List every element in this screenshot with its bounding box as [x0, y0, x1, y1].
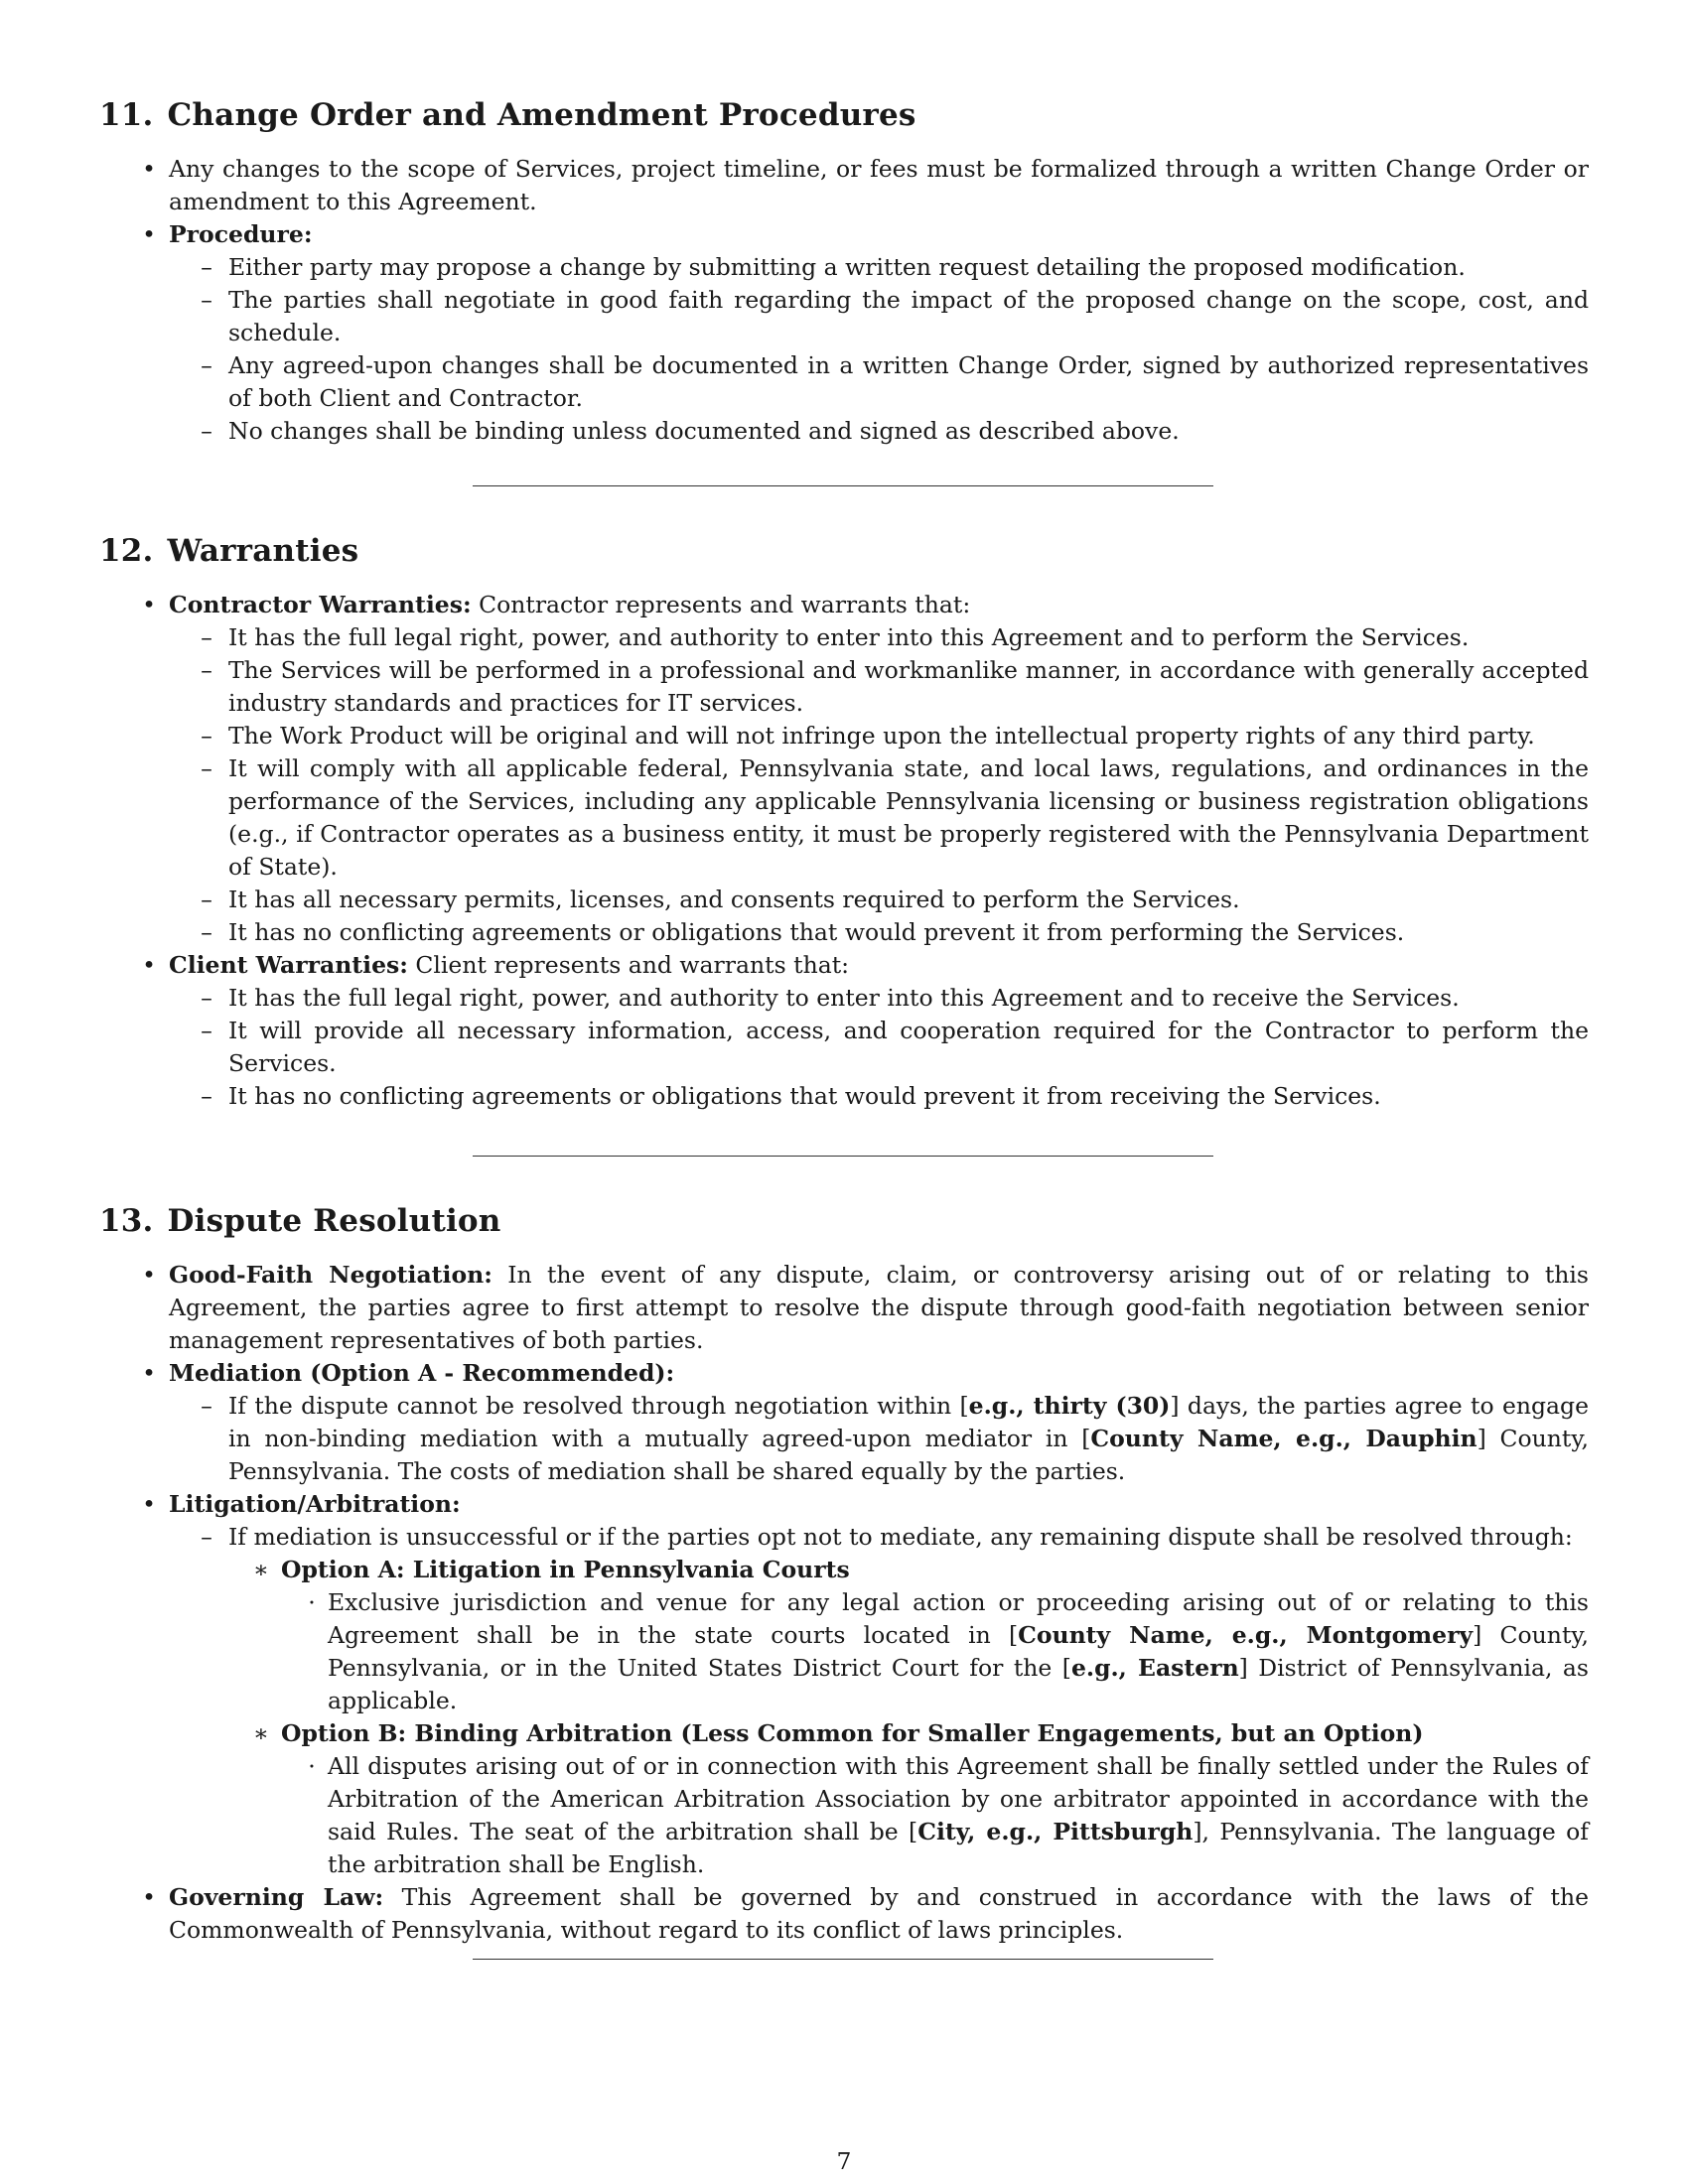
sub-list-item [201, 349, 1589, 415]
sub-item-text: The parties shall negotiate in good faith regarding the impact of the proposed change on the scope, cost, and schedule. [228, 286, 1589, 346]
section-dispute-resolution [99, 1201, 1589, 1947]
section-heading [99, 1201, 1589, 1241]
sub-item-text: Any agreed-upon changes shall be documented in a written Change Order, signed by authorized representatives of both Client and Contractor. [228, 351, 1589, 412]
bullet-icon: • [142, 155, 156, 183]
item-label: Contractor Warranties: [169, 591, 472, 618]
section-number: 11. [99, 97, 154, 133]
text-fragment: ] County, Pennsylvania. The costs of mediation shall be shared equally by the parties. [228, 1425, 1589, 1485]
section-warranties [99, 531, 1589, 1113]
sub-item-text: It will provide all necessary information, access, and cooperation required for the Contractor to perform the Services. [228, 1017, 1589, 1077]
section-title: Warranties [167, 533, 359, 569]
sub-list [201, 621, 1589, 949]
sub-list-item [201, 415, 1589, 448]
dash-icon: – [201, 623, 212, 651]
section-change-order [99, 95, 1589, 448]
dash-icon: – [201, 417, 212, 445]
bullet-icon: • [142, 220, 156, 248]
item-text: Any changes to the scope of Services, project timeline, or fees must be formalized through a written Change Order or amendment to this Agreement. [169, 155, 1589, 215]
item-label: Litigation/Arbitration: [169, 1490, 461, 1518]
item-label: Procedure: [169, 220, 313, 248]
option-detail-item [308, 1750, 1589, 1881]
section-title: Dispute Resolution [167, 1203, 501, 1239]
dash-icon: – [201, 656, 212, 684]
option-list [253, 1554, 1590, 1881]
option-detail-list [308, 1586, 1590, 1717]
option-detail-list [308, 1750, 1589, 1881]
bullet-icon: • [142, 1883, 156, 1911]
text-fragment: ] County, Pennsylvania, or in the United States District Court for the [ [328, 1621, 1590, 1682]
placeholder-text: e.g., thirty (30) [968, 1392, 1171, 1420]
item-label: Governing Law: [169, 1883, 384, 1911]
sub-list-item [201, 1080, 1589, 1113]
sub-list-item [201, 916, 1589, 949]
dash-icon: – [201, 918, 212, 946]
sub-item-text: It has the full legal right, power, and authority to enter into this Agreement and to perform the Services. [228, 623, 1470, 651]
sub-list-item [201, 251, 1589, 284]
dash-icon: – [201, 1523, 212, 1551]
bullet-list [142, 589, 1589, 1113]
dash-icon: – [201, 722, 212, 750]
dash-icon: – [201, 886, 212, 913]
text-fragment: All disputes arising out of or in connection with this Agreement shall be finally settled under the Rules of Arbitration of the American Arbitration Association by one arbitrator appointed in accordance with the said Rules. The seat of the arbitration shall be [ [328, 1752, 1589, 1845]
item-text: Contractor represents and warrants that: [479, 591, 971, 618]
sub-list-item [201, 1390, 1589, 1488]
sub-item-text: It has no conflicting agreements or obligations that would prevent it from receiving the Services. [228, 1082, 1381, 1110]
dash-icon: – [201, 1017, 212, 1044]
dot-icon: · [308, 1588, 316, 1616]
bullet-icon: • [142, 1359, 156, 1387]
text-fragment: Exclusive jurisdiction and venue for any legal action or proceeding arising out of or relating to this Agreement shall be in the state courts located in [ [328, 1588, 1589, 1649]
sub-list [201, 982, 1589, 1113]
dash-icon: – [201, 253, 212, 281]
sub-list [201, 251, 1589, 448]
text-fragment: If the dispute cannot be resolved through negotiation within [ [228, 1392, 969, 1420]
option-detail-item [308, 1586, 1590, 1717]
dash-icon: – [201, 754, 212, 782]
option-item [253, 1554, 1590, 1717]
option-item [253, 1717, 1589, 1881]
text-fragment: ] District of Pennsylvania, as applicable. [328, 1654, 1589, 1714]
list-item [142, 218, 1589, 448]
sub-item-text: It has no conflicting agreements or obligations that would prevent it from performing the Services. [228, 918, 1405, 946]
item-text: This Agreement shall be governed by and construed in accordance with the laws of the Commonwealth of Pennsylvania, without regard to its conflict of laws principles. [169, 1883, 1589, 1944]
section-heading [99, 95, 1589, 135]
asterisk-icon: ∗ [253, 1556, 269, 1583]
list-item [142, 1357, 1589, 1488]
dash-icon: – [201, 286, 212, 314]
placeholder-text: County Name, e.g., Montgomery [1018, 1621, 1474, 1649]
bullet-list [142, 1259, 1590, 1947]
sub-item-text: If mediation is unsuccessful or if the parties opt not to mediate, any remaining dispute shall be resolved through: [228, 1523, 1573, 1551]
bullet-icon: • [142, 1261, 156, 1289]
section-heading [99, 531, 1589, 571]
sub-list-item [201, 720, 1589, 752]
sub-list-item [201, 1521, 1590, 1881]
bullet-icon: • [142, 591, 156, 618]
bullet-icon: • [142, 1490, 156, 1518]
section-divider [473, 1959, 1213, 1960]
sub-item-text: It will comply with all applicable federal, Pennsylvania state, and local laws, regulations, and ordinances in the performance of the Services, including any applicable Pennsylvania licensing or business registration obligations (e.g., if Contractor operates as a business entity, it must be properly registered with the Pennsylvania Department of State). [228, 754, 1589, 881]
list-item [142, 1259, 1589, 1357]
section-divider [473, 1156, 1213, 1157]
sub-list-item [201, 1015, 1589, 1080]
option-label: Option B: Binding Arbitration (Less Common for Smaller Engagements, but an Option) [281, 1719, 1424, 1747]
option-label: Option A: Litigation in Pennsylvania Courts [281, 1556, 850, 1583]
sub-list-item [201, 982, 1589, 1015]
sub-list-item [201, 884, 1589, 916]
list-item [142, 1881, 1589, 1947]
dash-icon: – [201, 1082, 212, 1110]
sub-list-item [201, 752, 1589, 884]
dot-icon: · [308, 1752, 316, 1780]
text-fragment: ], Pennsylvania. The language of the arbitration shall be English. [328, 1818, 1589, 1878]
sub-item-text: Either party may propose a change by submitting a written request detailing the proposed modification. [228, 253, 1466, 281]
list-item [142, 589, 1589, 949]
asterisk-icon: ∗ [253, 1719, 269, 1747]
text-fragment: ] days, the parties agree to engage in non-binding mediation with a mutually agreed-upon mediator in [ [228, 1392, 1589, 1452]
dash-icon: – [201, 984, 212, 1012]
sub-item-text: No changes shall be binding unless documented and signed as described above. [228, 417, 1180, 445]
sub-item-text: It has all necessary permits, licenses, and consents required to perform the Services. [228, 886, 1240, 913]
section-number: 13. [99, 1203, 154, 1239]
sub-list [201, 1521, 1590, 1881]
list-item [142, 153, 1589, 218]
list-item [142, 949, 1589, 1113]
sub-item-text: The Work Product will be original and will not infringe upon the intellectual property rights of any third party. [228, 722, 1535, 750]
sub-list-item [201, 654, 1589, 720]
sub-item-text: The Services will be performed in a professional and workmanlike manner, in accordance with generally accepted industry standards and practices for IT services. [228, 656, 1589, 717]
sub-list-item [201, 284, 1589, 349]
section-number: 12. [99, 533, 154, 569]
sub-list [201, 1390, 1589, 1488]
sub-list-item [201, 621, 1589, 654]
item-text: Client represents and warrants that: [415, 951, 850, 979]
section-title: Change Order and Amendment Procedures [167, 97, 916, 133]
item-text: In the event of any dispute, claim, or controversy arising out of or relating to this Agreement, the parties agree to first attempt to resolve the dispute through good-faith negotiation between senior management representatives of both parties. [169, 1261, 1589, 1354]
item-label: Mediation (Option A - Recommended): [169, 1359, 675, 1387]
bullet-icon: • [142, 951, 156, 979]
page-number: 7 [836, 2147, 852, 2175]
list-item [142, 1488, 1590, 1881]
placeholder-text: e.g., Eastern [1070, 1654, 1239, 1682]
section-divider [473, 485, 1213, 486]
dash-icon: – [201, 1392, 212, 1420]
placeholder-text: City, e.g., Pittsburgh [917, 1818, 1194, 1845]
placeholder-text: County Name, e.g., Dauphin [1090, 1425, 1477, 1452]
bullet-list [142, 153, 1589, 448]
sub-item-text: It has the full legal right, power, and authority to enter into this Agreement and to receive the Services. [228, 984, 1460, 1012]
item-label: Client Warranties: [169, 951, 408, 979]
dash-icon: – [201, 351, 212, 379]
item-label: Good-Faith Negotiation: [169, 1261, 492, 1289]
